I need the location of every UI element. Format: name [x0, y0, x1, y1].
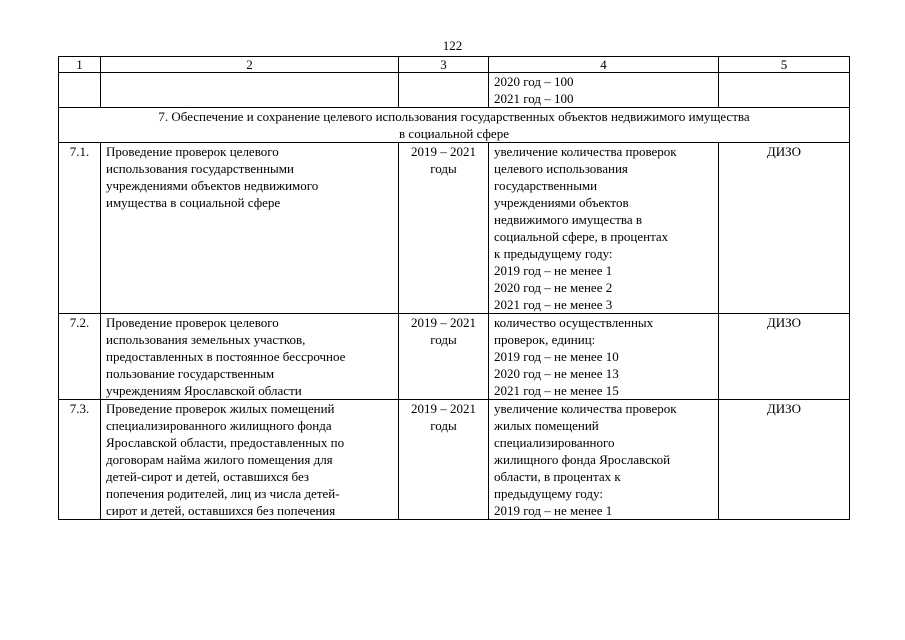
activity-line: специализированного жилищного фонда: [106, 418, 332, 433]
indicator-line: жилых помещений: [494, 418, 599, 433]
activity-line: пользование государственным: [106, 366, 275, 381]
section-title-line: 7. Обеспечение и сохранение целевого использования государственных объектов недвижимого имущества: [158, 109, 750, 124]
indicator-line: 2021 год – не менее 15: [494, 383, 619, 398]
indicator-line: 2021 год – 100: [494, 91, 574, 106]
row-executor: ДИЗО: [719, 400, 850, 520]
row-number: 7.2.: [59, 314, 101, 400]
continuation-row: [59, 73, 850, 108]
activity-line: договорам найма жилого помещения для: [106, 452, 333, 467]
indicator-line: учреждениями объектов: [494, 195, 629, 210]
continuation-executor-cell: [719, 73, 850, 108]
header-col-3: 3: [399, 57, 489, 73]
activity-line: Ярославской области, предоставленных по: [106, 435, 345, 450]
period-line: 2019 – 2021: [411, 144, 476, 159]
indicator-line: предыдущему году:: [494, 486, 603, 501]
activity-line: учреждениям Ярославской области: [106, 383, 302, 398]
table-row: [59, 143, 850, 314]
activity-line: детей-сирот и детей, оставшихся без: [106, 469, 310, 484]
period-line: годы: [430, 332, 457, 347]
measures-table: [58, 56, 850, 520]
section-title-line: в социальной сфере: [399, 126, 509, 141]
indicator-line: жилищного фонда Ярославской: [494, 452, 671, 467]
row-period: [399, 400, 489, 520]
indicator-line: недвижимого имущества в: [494, 212, 643, 227]
activity-line: использования государственными: [106, 161, 294, 176]
header-col-2: 2: [101, 57, 399, 73]
period-line: 2019 – 2021: [411, 401, 476, 416]
indicator-line: количество осуществленных: [494, 315, 654, 330]
activity-line: Проведение проверок жилых помещений: [106, 401, 335, 416]
indicator-line: увеличение количества проверок: [494, 144, 677, 159]
row-period: [399, 314, 489, 400]
activity-line: учреждениями объектов недвижимого: [106, 178, 319, 193]
row-indicator: [489, 314, 719, 400]
indicator-line: целевого использования: [494, 161, 628, 176]
row-indicator: [489, 400, 719, 520]
activity-line: предоставленных в постоянное бессрочное: [106, 349, 346, 364]
continuation-indicator-cell: [489, 73, 719, 108]
row-executor: ДИЗО: [719, 143, 850, 314]
section-title-row: [59, 108, 850, 143]
continuation-period-cell: [399, 73, 489, 108]
indicator-line: 2019 год – не менее 1: [494, 503, 613, 518]
indicator-line: 2019 год – не менее 1: [494, 263, 613, 278]
activity-line: имущества в социальной сфере: [106, 195, 281, 210]
row-activity: [101, 143, 399, 314]
table-header-row: [59, 57, 850, 73]
indicator-line: 2020 год – 100: [494, 74, 574, 89]
indicator-line: 2019 год – не менее 10: [494, 349, 619, 364]
indicator-line: увеличение количества проверок: [494, 401, 677, 416]
indicator-line: социальной сфере, в процентах: [494, 229, 669, 244]
activity-line: Проведение проверок целевого: [106, 144, 279, 159]
period-line: 2019 – 2021: [411, 315, 476, 330]
indicator-line: государственными: [494, 178, 598, 193]
row-indicator: [489, 143, 719, 314]
activity-line: использования земельных участков,: [106, 332, 306, 347]
header-col-5: 5: [719, 57, 850, 73]
section-title: [59, 108, 850, 143]
row-number: 7.1.: [59, 143, 101, 314]
activity-line: Проведение проверок целевого: [106, 315, 279, 330]
page-number: 122: [442, 38, 463, 53]
indicator-line: проверок, единиц:: [494, 332, 596, 347]
row-executor: ДИЗО: [719, 314, 850, 400]
row-period: [399, 143, 489, 314]
row-activity: [101, 400, 399, 520]
indicator-line: 2021 год – не менее 3: [494, 297, 613, 312]
indicator-line: 2020 год – не менее 13: [494, 366, 619, 381]
activity-line: попечения родителей, лиц из числа детей-: [106, 486, 340, 501]
period-line: годы: [430, 418, 457, 433]
header-col-1: 1: [59, 57, 101, 73]
activity-line: сирот и детей, оставшихся без попечения: [106, 503, 336, 518]
indicator-line: области, в процентах к: [494, 469, 621, 484]
indicator-line: 2020 год – не менее 2: [494, 280, 613, 295]
table-row: [59, 400, 850, 520]
indicator-line: к предыдущему году:: [494, 246, 613, 261]
continuation-number-cell: [59, 73, 101, 108]
table-row: [59, 314, 850, 400]
period-line: годы: [430, 161, 457, 176]
row-activity: [101, 314, 399, 400]
header-col-4: 4: [489, 57, 719, 73]
indicator-line: специализированного: [494, 435, 615, 450]
continuation-activity-cell: [101, 73, 399, 108]
row-number: 7.3.: [59, 400, 101, 520]
